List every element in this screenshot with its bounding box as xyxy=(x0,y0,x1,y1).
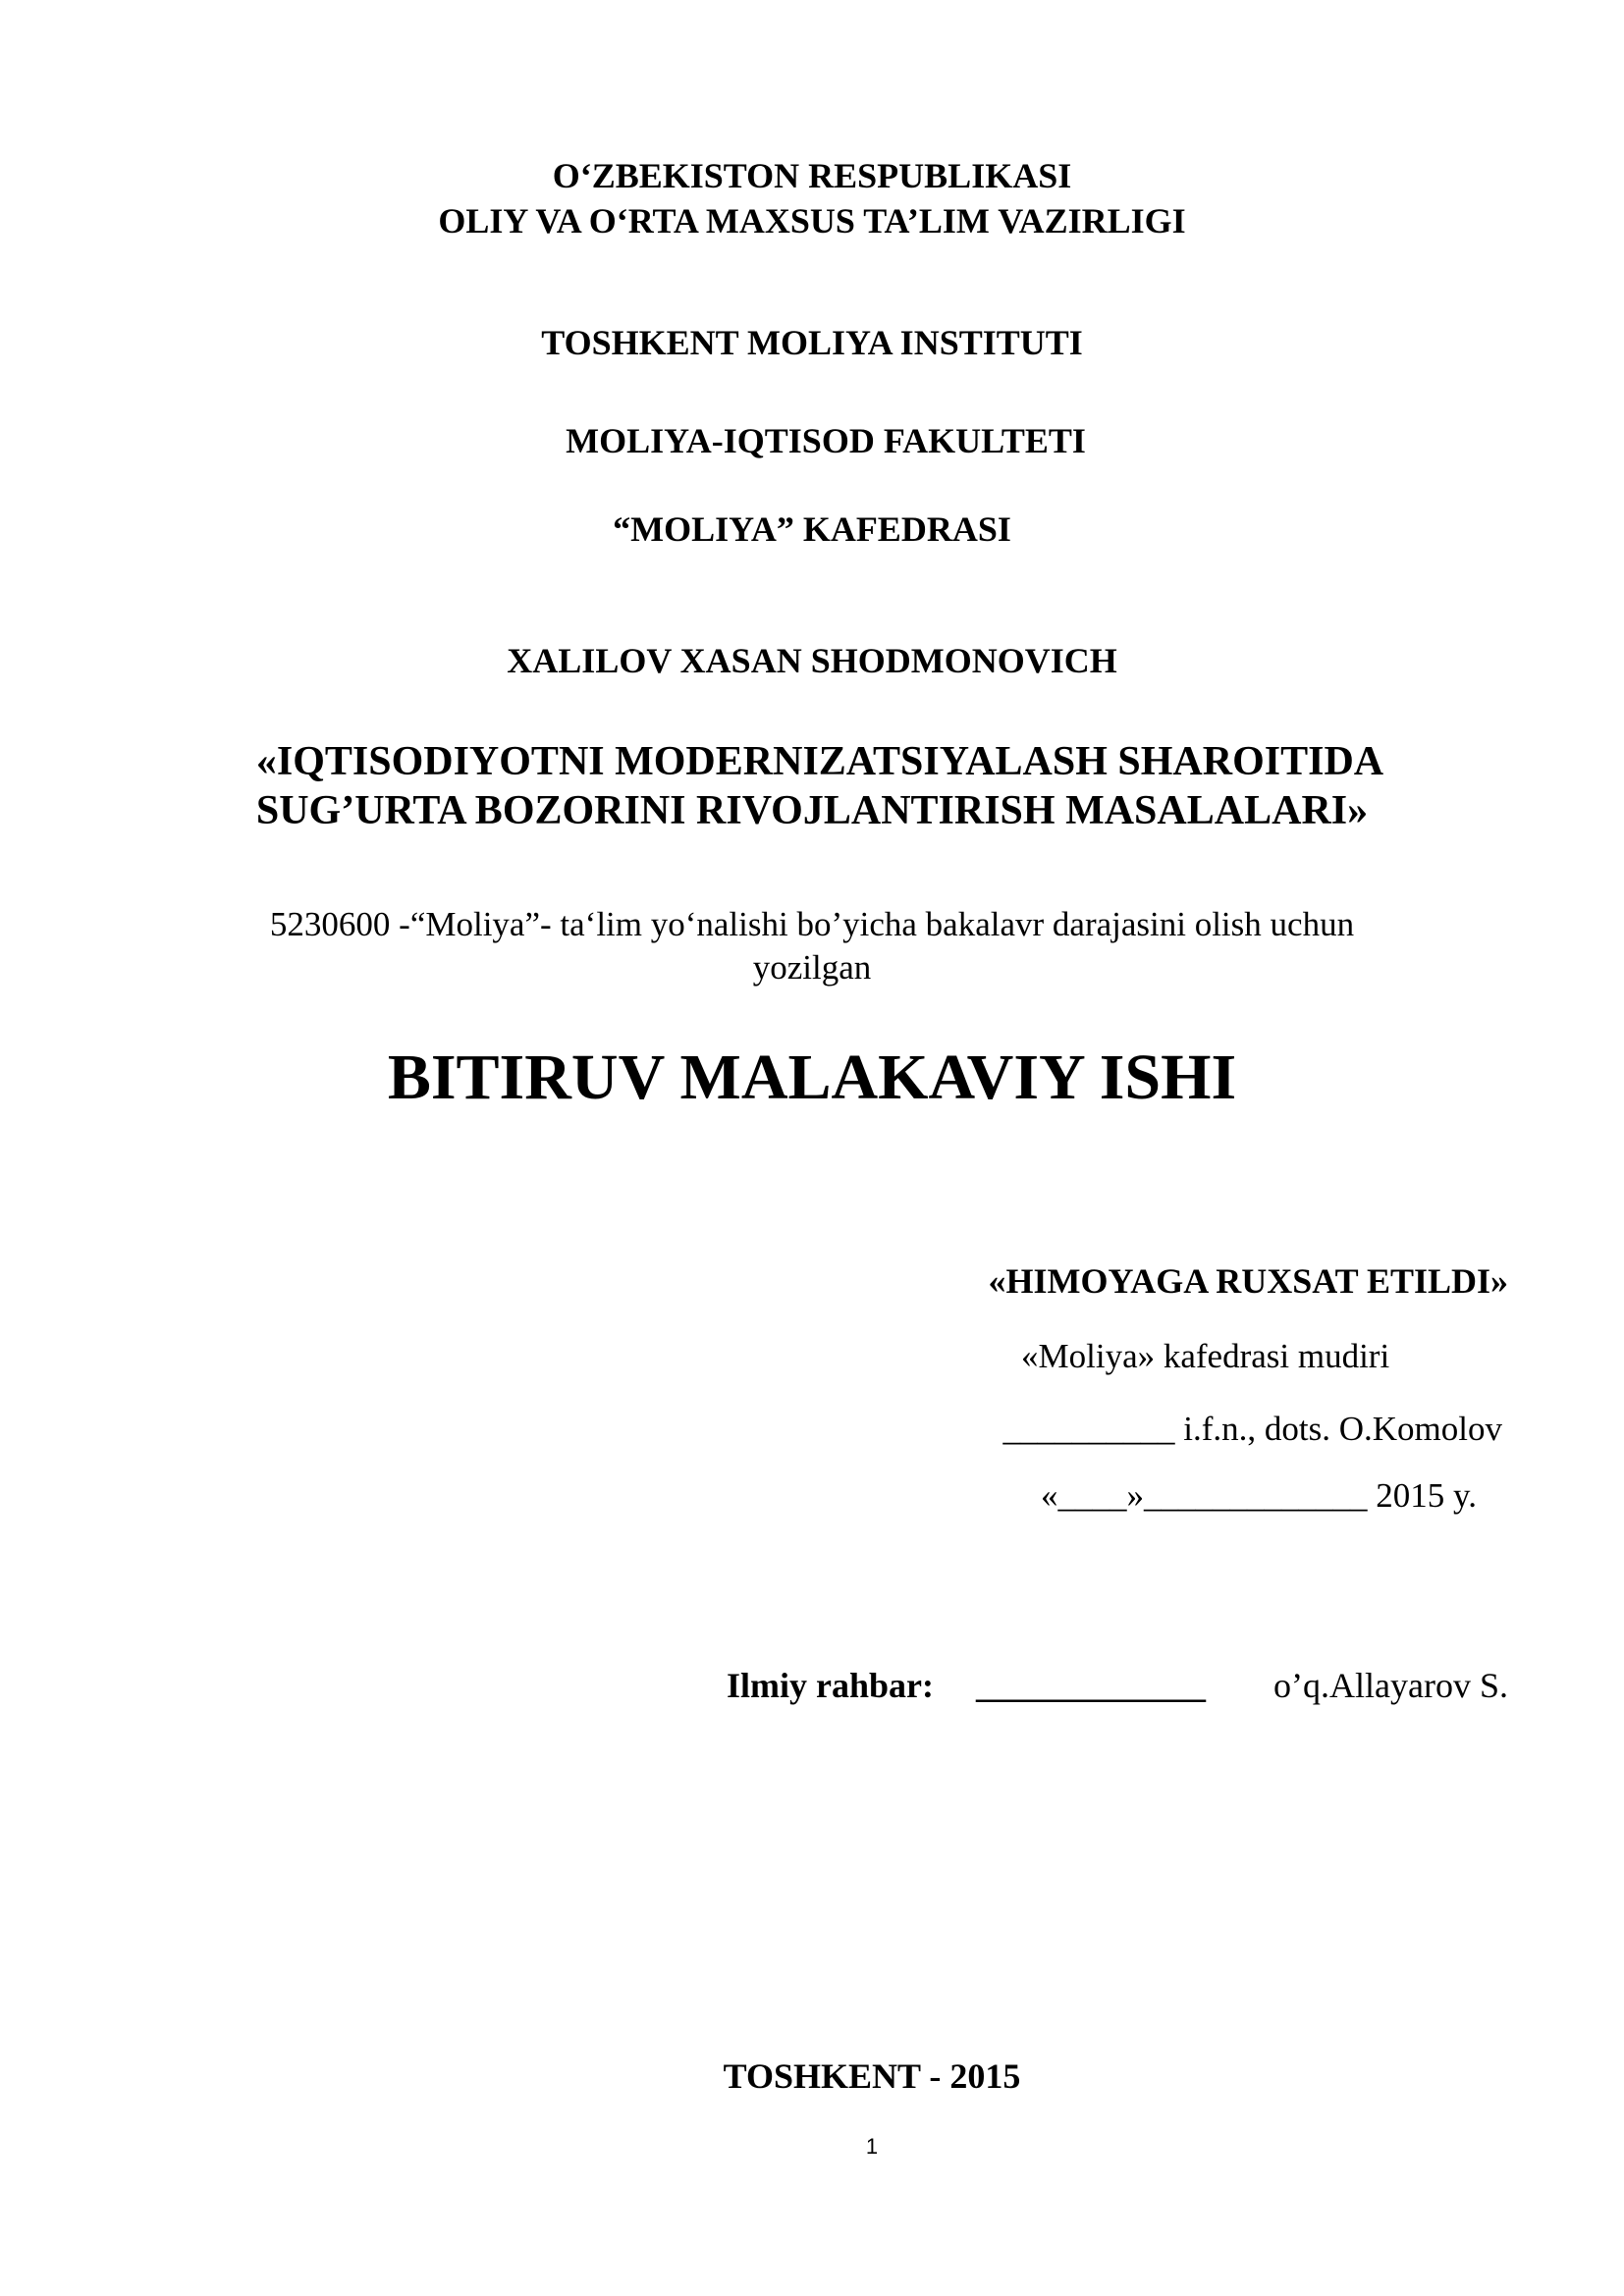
approval-signature-line: __________ i.f.n., dots. O.Komolov xyxy=(1002,1410,1502,1448)
approval-title: «HIMOYAGA RUXSAT ETILDI» xyxy=(988,1261,1508,1301)
author-name: XALILOV XASAN SHODMONOVICH xyxy=(507,641,1117,680)
thesis-topic-line2: SUG’URTA BOZORINI RIVOJLANTIRISH MASALALARI» xyxy=(255,788,1369,833)
advisor-label: Ilmiy rahbar: xyxy=(727,1666,934,1705)
page-number: 1 xyxy=(865,2134,879,2159)
degree-description-line1: 5230600 -“Moliya”- ta‘lim yo‘nalishi bo’yicha bakalavr darajasini olish uchun xyxy=(269,905,1355,943)
ministry-name: OLIY VA O‘RTA MAXSUS TA’LIM VAZIRLIGI xyxy=(438,201,1186,240)
thesis-topic-line1: «IQTISODIYOTNI MODERNIZATSIYALASH SHAROITIDA xyxy=(255,739,1384,784)
faculty-name: MOLIYA-IQTISOD FAKULTETI xyxy=(566,421,1086,460)
republic-name: O‘ZBEKISTON RESPUBLIKASI xyxy=(552,156,1072,195)
footer-city-year: TOSHKENT - 2015 xyxy=(723,2056,1021,2096)
degree-description-line2: yozilgan xyxy=(752,948,872,987)
advisor-name: o’q.Allayarov S. xyxy=(1273,1666,1508,1705)
advisor-signature-line: _____________ xyxy=(976,1666,1206,1705)
approval-position: «Moliya» kafedrasi mudiri xyxy=(1021,1337,1390,1375)
document-type: BITIRUV MALAKAVIY ISHI xyxy=(387,1041,1237,1113)
department-name: “MOLIYA” KAFEDRASI xyxy=(613,509,1011,549)
advisor-block xyxy=(727,1665,1508,1714)
institute-name: TOSHKENT MOLIYA INSTITUTI xyxy=(541,323,1083,362)
approval-date-line: «____»_____________ 2015 y. xyxy=(1041,1476,1477,1515)
